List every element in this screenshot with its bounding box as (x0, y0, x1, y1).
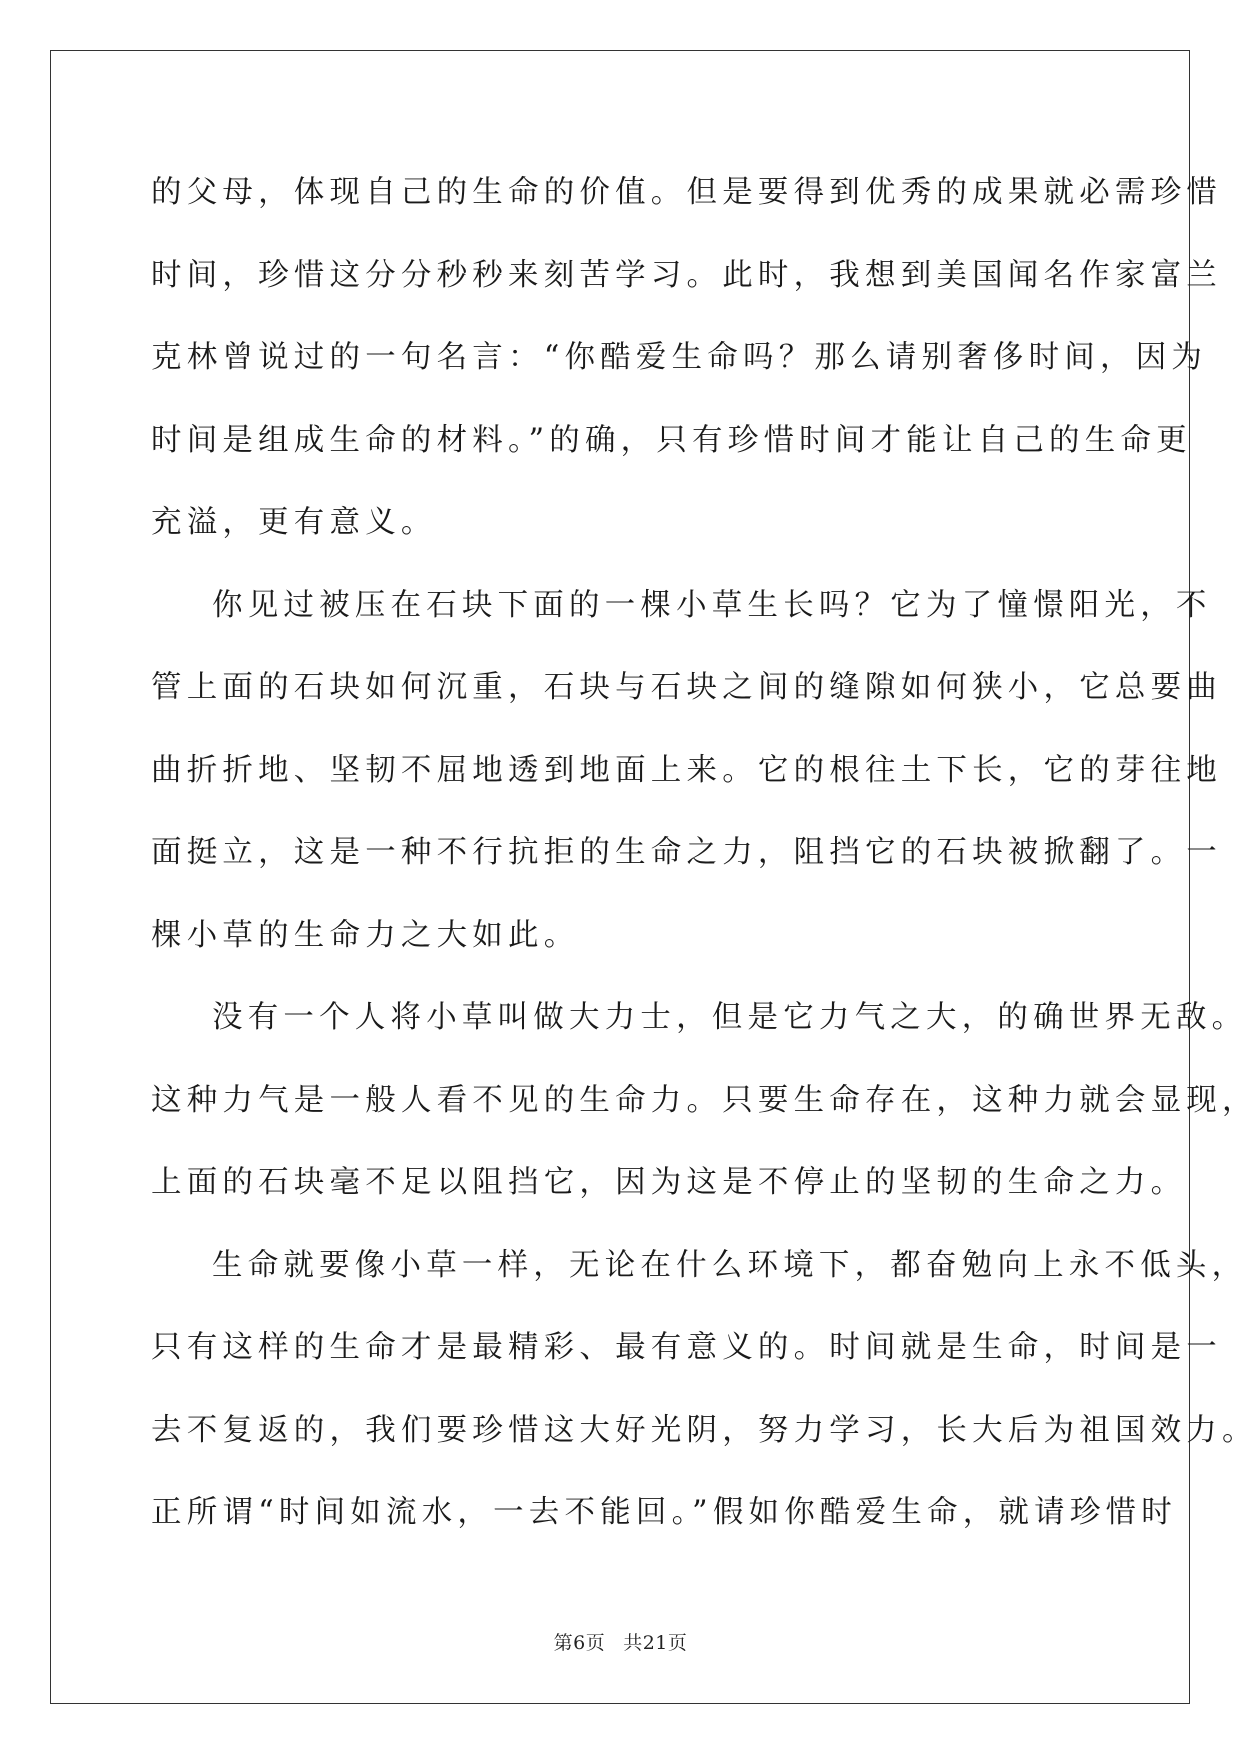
paragraph-first-line: 生命就要像小草一样，无论在什么环境下，都奋勉向上永不低头， (212, 1247, 1248, 1283)
page-number: 第6页 (553, 1632, 606, 1654)
text-line: 正所谓“时间如流水，一去不能回。”假如你酷爱生命，就请珍惜时 (151, 1495, 1177, 1530)
text-line: 只有这样的生命才是最精彩、最有意义的。时间就是生命，时间是一 (151, 1330, 1222, 1365)
document-body (151, 160, 1258, 1563)
text-line: 曲折折地、坚韧不屈地透到地面上来。它的根往土下长，它的芽往地 (151, 752, 1222, 788)
text-line: 时间，珍惜这分分秒秒来刻苦学习。此时，我想到美国闻名作家富兰 (151, 257, 1222, 293)
text-line: 的父母，体现自己的生命的价值。但是要得到优秀的成果就必需珍惜 (151, 175, 1222, 210)
paragraph-first-line: 没有一个人将小草叫做大力士，但是它力气之大，的确世界无敌。 (212, 1000, 1248, 1035)
text-line: 去不复返的，我们要珍惜这大好光阴，努力学习，长大后为祖国效力。 (151, 1412, 1258, 1448)
text-line: 克林曾说过的一句名言：“你酷爱生命吗？那么请别奢侈时间，因为 (151, 340, 1208, 375)
text-line: 面挺立，这是一种不行抗拒的生命之力，阻挡它的石块被掀翻了。一 (151, 835, 1222, 870)
text-line: 管上面的石块如何沉重，石块与石块之间的缝隙如何狭小，它总要曲 (151, 670, 1222, 705)
paragraph-first-line: 你见过被压在石块下面的一棵小草生长吗？它为了憧憬阳光，不 (212, 587, 1212, 623)
text-line: 这种力气是一般人看不见的生命力。只要生命存在，这种力就会显现， (151, 1082, 1258, 1118)
total-pages: 共21页 (623, 1632, 688, 1654)
text-line: 时间是组成生命的材料。”的确，只有珍惜时间才能让自己的生命更 (151, 422, 1192, 458)
page-footer (0, 1628, 1241, 1655)
text-line: 上面的石块毫不足以阻挡它，因为这是不停止的坚韧的生命之力。 (151, 1165, 1187, 1200)
text-line: 棵小草的生命力之大如此。 (151, 917, 580, 953)
text-line: 充溢，更有意义。 (151, 505, 437, 540)
